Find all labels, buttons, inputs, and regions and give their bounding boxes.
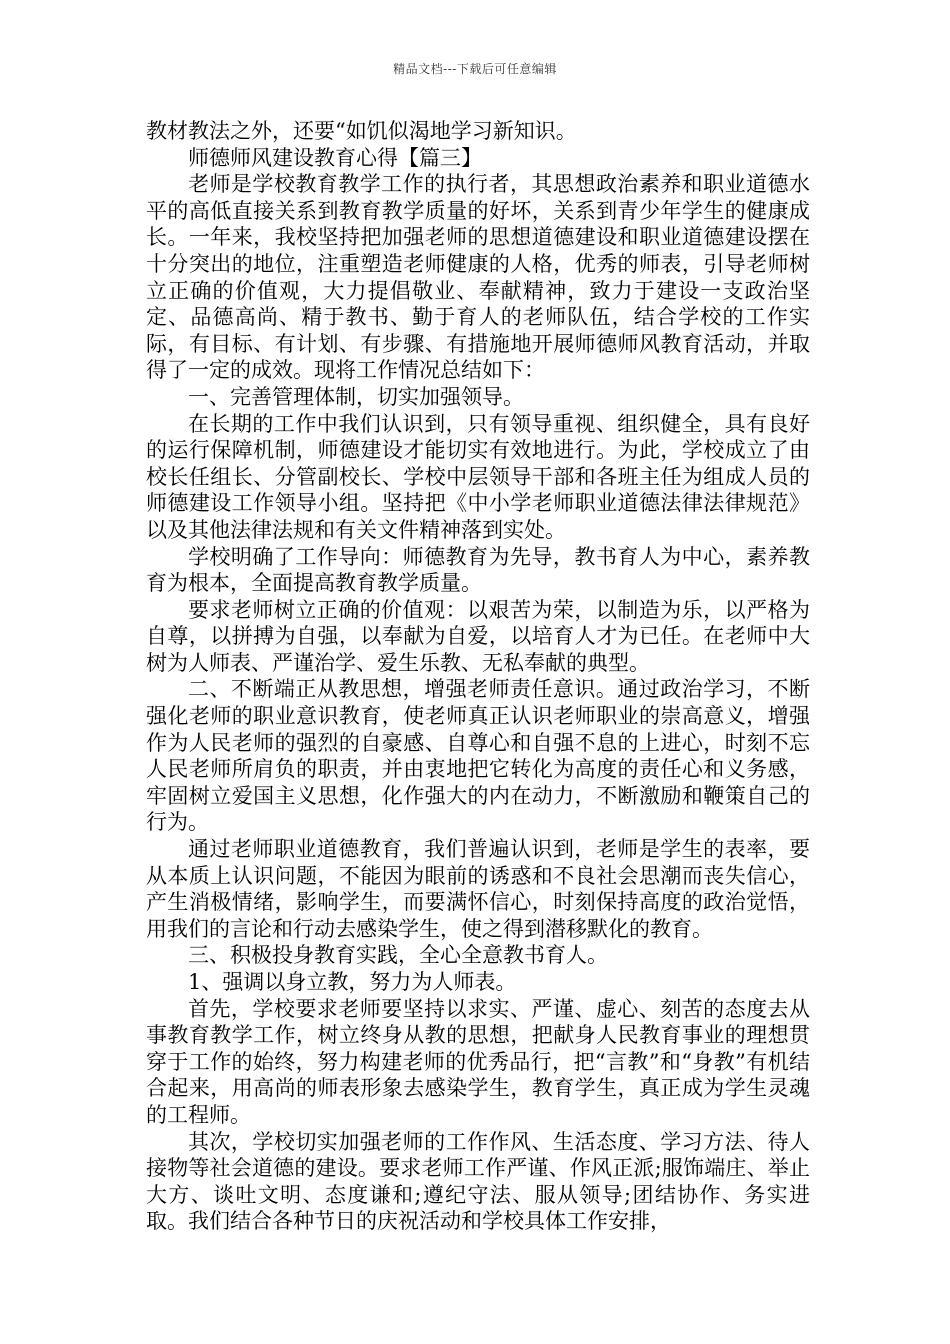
paragraph: 首先，学校要求老师要坚持以求实、严谨、虚心、刻苦的态度去从事教育教学工作，树立终身从教的思想，把献身人民教育事业的理想贯穿于工作的始终，努力构建老师的优秀品行，把“言教”和“身教”有机结合起来，用高尚的师表形象去感染学生，教育学生，真正成为学生灵魂的工程师。 [146,996,810,1127]
document-body [146,118,810,1235]
paragraph: 老师是学校教育教学工作的执行者，其思想政治素养和职业道德水平的高低直接关系到教育教学质量的好坏，关系到青少年学生的健康成长。一年来，我校坚持把加强老师的思想道德建设和职业道德建设摆在十分突出的地位，注重塑造老师健康的人格，优秀的师表，引导老师树立正确的价值观，大力提倡敬业、奉献精神，致力于建设一支政治坚定、品德高尚、精于教书、勤于育人的老师队伍，结合学校的工作实际，有目标、有计划、有步骤、有措施地开展师德师风教育活动，并取得了一定的成效。现将工作情况总结如下： [146,172,810,383]
paragraph: 在长期的工作中我们认识到，只有领导重视、组织健全，具有良好的运行保障机制，师德建设才能切实有效地进行。为此，学校成立了由校长任组长、分管副校长、学校中层领导干部和各班主任为组成人员的师德建设工作领导小组。坚持把《中小学老师职业道德法律法律规范》以及其他法律法规和有关文件精神落到实处。 [146,411,810,542]
section-title: 师德师风建设教育心得【篇三】 [188,145,482,170]
section-heading: 二、不断端正从教思想，增强老师责任意识。通过政治学习，不断强化老师的职业意识教育，使老师真正认识老师职业的崇高意义，增强作为人民老师的强烈的自豪感、自尊心和自强不息的上进心，时刻不忘人民老师所肩负的职责，并由衷地把它转化为高度的责任心和义务感，牢固树立爱国主义思想，化作强大的内在动力，不断激励和鞭策自己的行为。 [146,677,810,835]
paragraph: 学校明确了工作导向：师德教育为先导，教书育人为中心，素养教育为根本，全面提高教育教学质量。 [146,544,810,596]
subsection-heading: 1、强调以身立教，努力为人师表。 [188,970,517,994]
section-heading: 一、完善管理体制，切实加强领导。 [188,384,524,409]
section-heading: 三、积极投身教育实践，全心全意教书育人。 [188,943,608,968]
paragraph: 其次，学校切实加强老师的工作作风、生活态度、学习方法、待人接物等社会道德的建设。要求老师工作严谨、作风正派;服饰端庄、举止大方、谈吐文明、态度谦和;遵纪守法、服从领导;团结协作、务实进取。我们结合各种节日的庆祝活动和学校具体工作安排， [146,1129,810,1234]
paragraph: 教材教法之外，还要“如饥似渴地学习新知识。 [146,119,577,143]
paragraph: 要求老师树立正确的价值观：以艰苦为荣，以制造为乐，以严格为自尊，以拼搏为自强，以奉献为自爱，以培育人才为已任。在老师中大树为人师表、严谨治学、爱生乐教、无私奉献的典型。 [146,597,810,675]
page-header: 精品文档---下载后可任意编辑 [393,62,557,76]
paragraph: 通过老师职业道德教育，我们普遍认识到，老师是学生的表率，要从本质上认识问题，不能因为眼前的诱惑和不良社会思潮而丧失信心，产生消极情绪，影响学生，而要满怀信心，时刻保持高度的政治觉悟，用我们的言论和行动去感染学生，使之得到潜移默化的教育。 [146,837,810,941]
